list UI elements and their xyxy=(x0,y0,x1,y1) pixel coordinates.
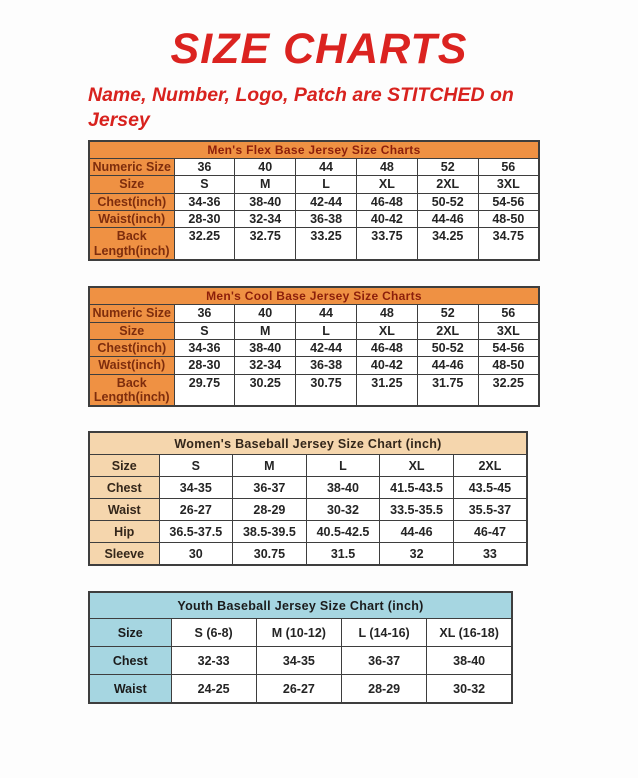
table-cell: 31.25 xyxy=(356,374,417,406)
table-cell: 44 xyxy=(296,305,357,322)
table-cell: 46-48 xyxy=(356,193,417,210)
table-cell: 43.5-45 xyxy=(453,477,527,499)
table-cell: 30.75 xyxy=(296,374,357,406)
table-cell: 32-34 xyxy=(235,357,296,374)
table-cell: 41.5-43.5 xyxy=(380,477,454,499)
table-cell: 54-56 xyxy=(478,339,539,356)
table-cell: 44 xyxy=(296,158,357,175)
table-cell: 29.75 xyxy=(174,374,235,406)
table-row xyxy=(89,455,527,477)
table-cell: 2XL xyxy=(453,455,527,477)
table-cell: 3XL xyxy=(478,322,539,339)
row-label: Size xyxy=(89,619,171,647)
table-cell: 30.75 xyxy=(233,543,307,566)
table-cell: 38-40 xyxy=(306,477,380,499)
size-chart-table xyxy=(88,140,540,261)
table-cell: 30-32 xyxy=(427,675,512,704)
table-cell: 38-40 xyxy=(427,647,512,675)
row-label: Chest(inch) xyxy=(89,339,174,356)
table-row xyxy=(89,305,539,322)
table-cell: M xyxy=(235,176,296,193)
table-row xyxy=(89,477,527,499)
table-cell: 52 xyxy=(417,158,478,175)
size-chart-table xyxy=(88,591,513,704)
table-row xyxy=(89,521,527,543)
row-label: Numeric Size xyxy=(89,305,174,322)
table-cell: 28-30 xyxy=(174,357,235,374)
table-cell: 36-37 xyxy=(342,647,427,675)
table-cell: 36 xyxy=(174,305,235,322)
table-cell: 36-38 xyxy=(296,211,357,228)
row-label: Size xyxy=(89,322,174,339)
table-cell: 50-52 xyxy=(417,339,478,356)
table-cell: 34-35 xyxy=(256,647,341,675)
table-cell: 36-37 xyxy=(233,477,307,499)
table-cell: S (6-8) xyxy=(171,619,256,647)
table-cell: 44-46 xyxy=(417,211,478,228)
table-cell: 48-50 xyxy=(478,211,539,228)
table-row xyxy=(89,228,539,260)
table-cell: 34-35 xyxy=(159,477,233,499)
table-cell: 38-40 xyxy=(235,339,296,356)
table-cell: 2XL xyxy=(417,176,478,193)
table-row xyxy=(89,176,539,193)
table-cell: 35.5-37 xyxy=(453,499,527,521)
row-label: Chest xyxy=(89,647,171,675)
row-label: Waist(inch) xyxy=(89,357,174,374)
page-title: SIZE CHARTS xyxy=(170,25,468,73)
table-cell: 34-36 xyxy=(174,193,235,210)
table-cell: 34-36 xyxy=(174,339,235,356)
table-cell: 32.25 xyxy=(174,228,235,260)
table-cell: 33.5-35.5 xyxy=(380,499,454,521)
table-cell: 32.25 xyxy=(478,374,539,406)
row-label: Numeric Size xyxy=(89,158,174,175)
table-row xyxy=(89,619,512,647)
table-cell: L xyxy=(306,455,380,477)
row-label: Waist xyxy=(89,499,159,521)
tables-container xyxy=(88,140,638,705)
table-row xyxy=(89,543,527,566)
table-cell: 44-46 xyxy=(417,357,478,374)
row-label: Hip xyxy=(89,521,159,543)
table-title: Youth Baseball Jersey Size Chart (inch) xyxy=(89,592,512,619)
table-cell: 36-38 xyxy=(296,357,357,374)
table-cell: 42-44 xyxy=(296,339,357,356)
table-cell: 40 xyxy=(235,305,296,322)
table-cell: 46-47 xyxy=(453,521,527,543)
table-cell: 31.75 xyxy=(417,374,478,406)
row-label: Waist xyxy=(89,675,171,704)
table-cell: 2XL xyxy=(417,322,478,339)
table-cell: XL xyxy=(380,455,454,477)
table-cell: 44-46 xyxy=(380,521,454,543)
table-row xyxy=(89,158,539,175)
table-cell: 40 xyxy=(235,158,296,175)
table-cell: S xyxy=(174,322,235,339)
table-cell: 32-34 xyxy=(235,211,296,228)
table-row xyxy=(89,322,539,339)
table-cell: 38.5-39.5 xyxy=(233,521,307,543)
row-label: Size xyxy=(89,176,174,193)
row-label: Back Length(inch) xyxy=(89,228,174,260)
table-cell: 52 xyxy=(417,305,478,322)
table-cell: XL (16-18) xyxy=(427,619,512,647)
row-label: Sleeve xyxy=(89,543,159,566)
table-cell: 32 xyxy=(380,543,454,566)
table-title: Men's Cool Base Jersey Size Charts xyxy=(89,287,539,305)
table-cell: 38-40 xyxy=(235,193,296,210)
row-label: Chest xyxy=(89,477,159,499)
table-row xyxy=(89,675,512,704)
table-cell: 26-27 xyxy=(159,499,233,521)
table-row xyxy=(89,357,539,374)
table-cell: 31.5 xyxy=(306,543,380,566)
table-row xyxy=(89,211,539,228)
table-cell: M xyxy=(233,455,307,477)
table-cell: 26-27 xyxy=(256,675,341,704)
table-cell: 42-44 xyxy=(296,193,357,210)
table-cell: S xyxy=(174,176,235,193)
table-cell: 40-42 xyxy=(356,211,417,228)
table-cell: 28-30 xyxy=(174,211,235,228)
size-chart-table xyxy=(88,286,540,407)
table-row xyxy=(89,499,527,521)
table-cell: 30 xyxy=(159,543,233,566)
table-cell: 34.75 xyxy=(478,228,539,260)
table-cell: 46-48 xyxy=(356,339,417,356)
table-cell: 28-29 xyxy=(342,675,427,704)
page-subtitle: Name, Number, Logo, Patch are STITCHED on Jersey xyxy=(88,84,514,131)
row-label: Back Length(inch) xyxy=(89,374,174,406)
row-label: Chest(inch) xyxy=(89,193,174,210)
table-cell: S xyxy=(159,455,233,477)
table-cell: 24-25 xyxy=(171,675,256,704)
table-cell: 36.5-37.5 xyxy=(159,521,233,543)
table-cell: 40.5-42.5 xyxy=(306,521,380,543)
table-row xyxy=(89,374,539,406)
table-cell: 33 xyxy=(453,543,527,566)
table-cell: 30.25 xyxy=(235,374,296,406)
table-cell: L (14-16) xyxy=(342,619,427,647)
table-cell: 33.75 xyxy=(356,228,417,260)
table-cell: 34.25 xyxy=(417,228,478,260)
table-cell: 33.25 xyxy=(296,228,357,260)
table-cell: L xyxy=(296,322,357,339)
size-chart-table xyxy=(88,431,528,566)
table-cell: 28-29 xyxy=(233,499,307,521)
table-cell: XL xyxy=(356,176,417,193)
table-cell: 56 xyxy=(478,158,539,175)
table-title: Women's Baseball Jersey Size Chart (inch) xyxy=(89,432,527,455)
table-cell: 36 xyxy=(174,158,235,175)
table-cell: 48 xyxy=(356,305,417,322)
table-cell: 48 xyxy=(356,158,417,175)
row-label: Size xyxy=(89,455,159,477)
row-label: Waist(inch) xyxy=(89,211,174,228)
table-cell: 3XL xyxy=(478,176,539,193)
table-title: Men's Flex Base Jersey Size Charts xyxy=(89,141,539,159)
table-cell: XL xyxy=(356,322,417,339)
table-cell: 48-50 xyxy=(478,357,539,374)
table-cell: M (10-12) xyxy=(256,619,341,647)
table-cell: 32-33 xyxy=(171,647,256,675)
table-cell: L xyxy=(296,176,357,193)
table-cell: 50-52 xyxy=(417,193,478,210)
table-row xyxy=(89,339,539,356)
size-charts-page xyxy=(0,25,638,778)
table-cell: 40-42 xyxy=(356,357,417,374)
table-row xyxy=(89,647,512,675)
table-row xyxy=(89,193,539,210)
table-cell: 54-56 xyxy=(478,193,539,210)
table-cell: 32.75 xyxy=(235,228,296,260)
table-cell: M xyxy=(235,322,296,339)
table-cell: 56 xyxy=(478,305,539,322)
table-cell: 30-32 xyxy=(306,499,380,521)
